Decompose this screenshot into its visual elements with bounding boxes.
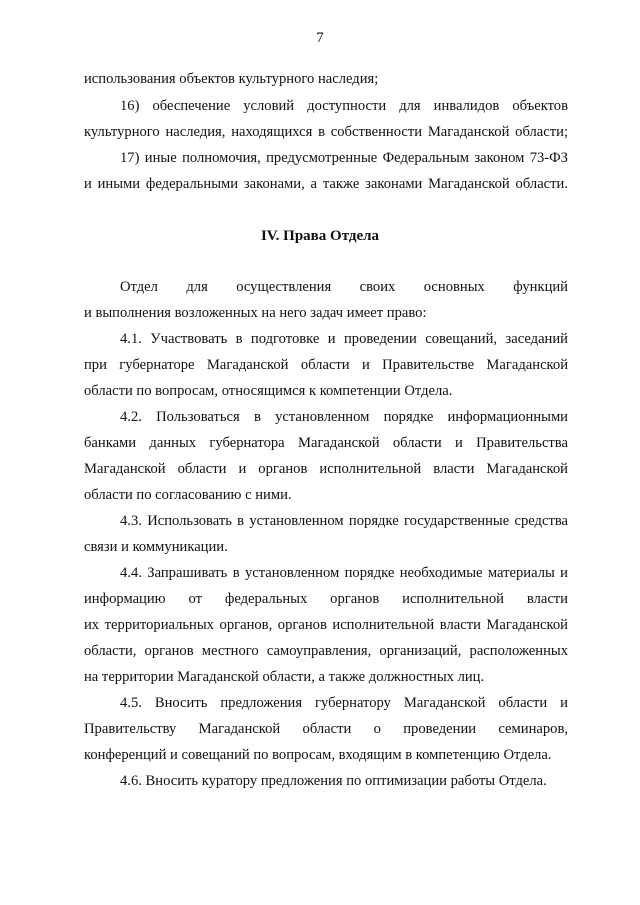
text-line: Правительству Магаданской области о проведении семинаров, <box>84 721 568 737</box>
text-line: культурного наследия, находящихся в собственности Магаданской области; <box>84 124 568 140</box>
text-line: Магаданской области и органов исполнительной власти Магаданской <box>84 461 568 477</box>
text-line: 4.4. Запрашивать в установленном порядке необходимые материалы и <box>120 565 568 581</box>
text-line: при губернаторе Магаданской области и Правительстве Магаданской <box>84 357 568 373</box>
text-line: 4.2. Пользоваться в установленном порядке информационными <box>120 409 568 425</box>
text-line: 4.1. Участвовать в подготовке и проведении совещаний, заседаний <box>120 331 568 347</box>
text-line: использования объектов культурного наследия; <box>84 71 379 87</box>
text-line: и выполнения возложенных на него задач имеет право: <box>84 305 427 321</box>
page-number: 7 <box>316 30 324 46</box>
text-line: конференций и совещаний по вопросам, входящим в компетенцию Отдела. <box>84 747 552 763</box>
text-line: области по согласованию с ними. <box>84 487 292 503</box>
text-line: связи и коммуникации. <box>84 539 228 555</box>
text-line: и иными федеральными законами, а также законами Магаданской области. <box>84 176 568 192</box>
text-line: информацию от федеральных органов исполнительной власти <box>84 591 568 607</box>
text-line: 4.3. Использовать в установленном порядке государственные средства <box>120 513 568 529</box>
text-line: Отдел для осуществления своих основных функций <box>120 279 568 295</box>
text-line: 16) обеспечение условий доступности для инвалидов объектов <box>120 98 568 114</box>
text-line: на территории Магаданской области, а также должностных лиц. <box>84 669 485 685</box>
section-heading: IV. Права Отдела <box>260 228 380 244</box>
text-line: 4.6. Вносить куратору предложения по оптимизации работы Отдела. <box>120 773 547 789</box>
text-line: 4.5. Вносить предложения губернатору Магаданской области и <box>120 695 568 711</box>
text-line: 17) иные полномочия, предусмотренные Федеральным законом 73-ФЗ <box>120 150 568 166</box>
text-line: их территориальных органов, органов исполнительной власти Магаданской <box>84 617 568 633</box>
text-line: банками данных губернатора Магаданской области и Правительства <box>84 435 568 451</box>
text-line: области по вопросам, относящимся к компетенции Отдела. <box>84 383 453 399</box>
text-line: области, органов местного самоуправления, организаций, расположенных <box>84 643 568 659</box>
